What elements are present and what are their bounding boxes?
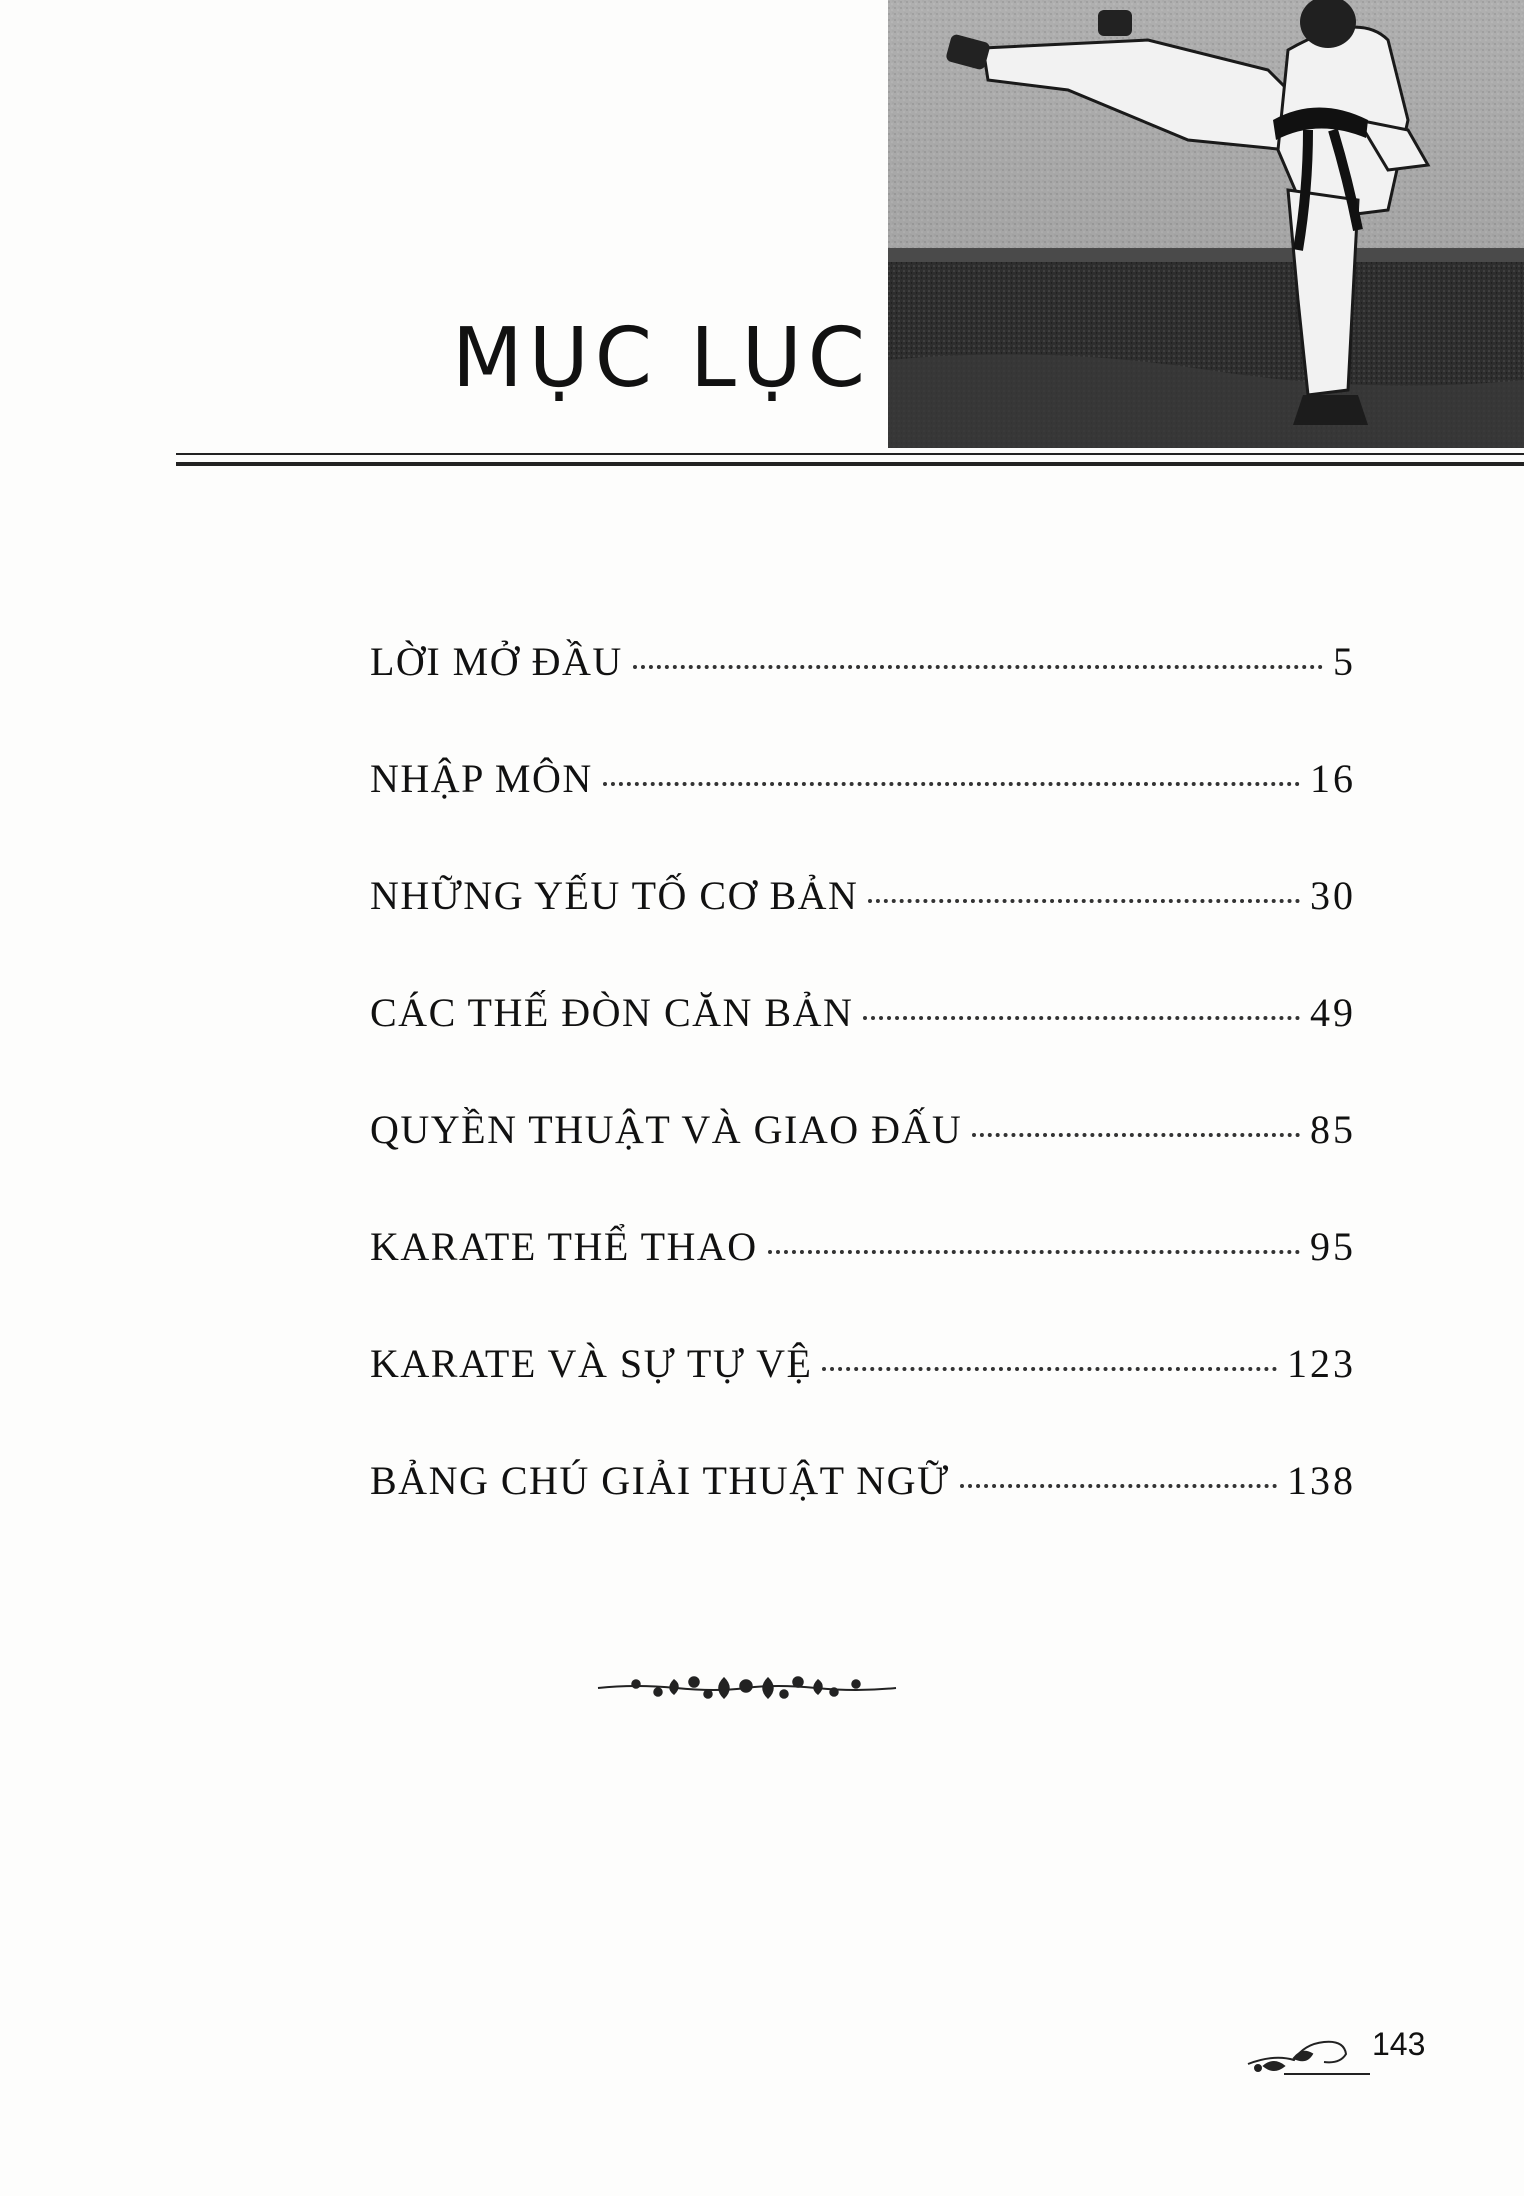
toc-dot-leader xyxy=(972,1133,1300,1137)
toc-entry[interactable] xyxy=(370,989,1356,1106)
toc-entry[interactable] xyxy=(370,1340,1356,1457)
toc-entry-page: 30 xyxy=(1310,873,1356,918)
header-rule-thick xyxy=(176,462,1524,466)
toc-entry-page: 123 xyxy=(1287,1341,1356,1386)
footer-ornament-icon xyxy=(1244,2024,1370,2080)
toc-entry[interactable] xyxy=(370,638,1356,755)
toc-entry-page: 95 xyxy=(1310,1224,1356,1269)
karate-kick-photo xyxy=(888,0,1524,448)
toc-entry[interactable] xyxy=(370,1457,1356,1574)
toc-dot-leader xyxy=(768,1250,1300,1254)
toc-entry-label: QUYỀN THUẬT VÀ GIAO ĐẤU xyxy=(370,1107,963,1152)
toc-entry[interactable] xyxy=(370,872,1356,989)
toc-dot-leader xyxy=(633,665,1323,669)
table-of-contents xyxy=(370,638,1356,1574)
toc-entry[interactable] xyxy=(370,1106,1356,1223)
toc-entry-page: 5 xyxy=(1333,639,1356,684)
toc-entry-page: 138 xyxy=(1287,1458,1356,1503)
header-rule-thin xyxy=(176,453,1524,455)
toc-entry-label: NHỮNG YẾU TỐ CƠ BẢN xyxy=(370,873,859,918)
toc-entry-page: 85 xyxy=(1310,1107,1356,1152)
toc-entry-label: NHẬP MÔN xyxy=(370,756,593,801)
toc-dot-leader xyxy=(603,782,1300,786)
toc-entry-label: CÁC THẾ ĐÒN CĂN BẢN xyxy=(370,990,854,1035)
toc-dot-leader xyxy=(863,1016,1300,1020)
toc-entry-label: KARATE VÀ SỰ TỰ VỆ xyxy=(370,1341,813,1386)
toc-entry[interactable] xyxy=(370,1223,1356,1340)
page-title: MỤC LỤC xyxy=(452,311,872,406)
page-number: 143 xyxy=(1372,2026,1426,2062)
toc-entry-page: 16 xyxy=(1310,756,1356,801)
toc-dot-leader xyxy=(868,899,1300,903)
toc-entry-label: KARATE THỂ THAO xyxy=(370,1224,758,1269)
toc-entry-page: 49 xyxy=(1310,990,1356,1035)
flourish-ornament-icon xyxy=(596,1670,898,1706)
toc-entry-label: BẢNG CHÚ GIẢI THUẬT NGỮ xyxy=(370,1458,950,1503)
toc-dot-leader xyxy=(960,1484,1277,1488)
toc-entry-label: LỜI MỞ ĐẦU xyxy=(370,639,623,684)
toc-entry[interactable] xyxy=(370,755,1356,872)
toc-dot-leader xyxy=(822,1367,1277,1371)
